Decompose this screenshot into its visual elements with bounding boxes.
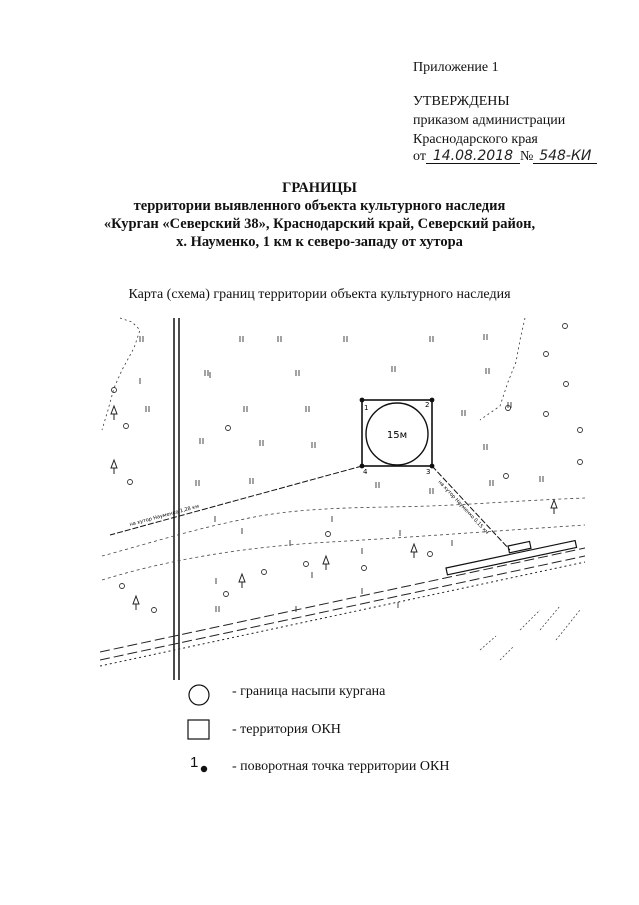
point-number-1: 1 (364, 404, 369, 412)
point-number-4: 4 (363, 468, 368, 476)
date-prefix: от (413, 149, 426, 164)
tree-marks (111, 406, 557, 610)
title-line-4: х. Науменко, 1 км к северо-западу от хутора (176, 234, 463, 250)
point-icon (199, 764, 209, 774)
legend-okn-territory: - территория ОКН (232, 722, 341, 737)
date-number-line (413, 149, 597, 164)
ground-hatch (480, 606, 580, 660)
title-line-1: ГРАНИЦЫ (282, 180, 357, 196)
region-label: Краснодарского края (413, 132, 538, 147)
shrub-marks (112, 324, 583, 613)
date-value: 14.08.2018 (426, 149, 520, 164)
point-number-legend: 1 (190, 754, 199, 771)
approved-label: УТВЕРЖДЕНЫ (413, 94, 510, 109)
direction-line-right (432, 466, 510, 550)
legend-mound-boundary: - граница насыпи кургана (232, 684, 386, 699)
title-line-3: «Курган «Северский 38», Краснодарский край, Северский район, (103, 216, 536, 232)
stream-line (102, 318, 140, 430)
road-label-right: на хутор Науменко 0,15 км (436, 479, 490, 536)
number-prefix: № (519, 149, 534, 164)
by-order-label: приказом администрации (413, 113, 566, 128)
legend-turning-point: - поворотная точка территории ОКН (232, 759, 450, 774)
turning-point-1 (360, 398, 365, 403)
road-label-left: на хутор Науменко 1,28 км (128, 503, 200, 528)
direction-line-left (110, 466, 362, 535)
number-value: 548-КИ (533, 149, 597, 164)
appendix-label: Приложение 1 (413, 60, 499, 75)
railway (100, 548, 585, 666)
point-number-2: 2 (425, 401, 430, 409)
boundary-map (100, 310, 585, 680)
title-line-2: территории выявленного объекта культурного наследия (133, 198, 506, 214)
circle-icon (187, 683, 211, 707)
map-caption: Карта (схема) границ территории объекта культурного наследия (128, 287, 511, 302)
stream-line-right (480, 318, 525, 420)
mound-label: 15м (386, 430, 408, 441)
point-number-3: 3 (426, 468, 431, 476)
square-icon (187, 719, 211, 741)
meadow-marks (140, 334, 543, 612)
turning-point-2 (430, 398, 435, 403)
